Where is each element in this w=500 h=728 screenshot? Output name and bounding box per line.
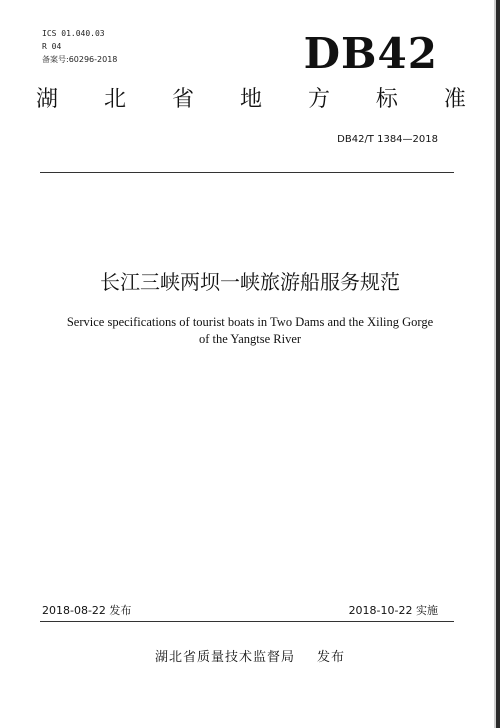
scan-edge xyxy=(496,0,500,728)
heading-char: 北 xyxy=(103,87,126,112)
publisher-name: 湖北省质量技术监督局 xyxy=(154,650,295,665)
title-chinese: 长江三峡两坝一峡旅游船服务规范 xyxy=(100,270,400,294)
heading-char: 湖 xyxy=(36,87,59,112)
top-divider xyxy=(40,172,454,173)
heading-char: 方 xyxy=(307,87,330,112)
publisher-line xyxy=(0,649,500,667)
ccs-code: R 04 xyxy=(42,42,62,51)
bottom-divider xyxy=(40,621,454,622)
publisher-action: 发布 xyxy=(317,650,346,665)
heading-char: 标 xyxy=(375,87,398,112)
heading-char: 地 xyxy=(239,87,262,112)
title-english-line: Service specifications of tourist boats in Two Dams and the Xiling Gorge xyxy=(66,315,434,329)
implementation-date: 2018-10-22 实施 xyxy=(348,604,438,617)
province-standard-heading xyxy=(36,86,466,114)
ics-code: ICS 01.040.03 xyxy=(42,29,105,38)
title-english xyxy=(60,314,440,348)
heading-char: 准 xyxy=(443,87,466,112)
title-english-line: of the Yangtse River xyxy=(198,332,302,346)
db42-logo: DB42 xyxy=(303,29,438,78)
issue-date: 2018-08-22 发布 xyxy=(42,604,132,617)
standard-number: DB42/T 1384—2018 xyxy=(337,134,438,145)
record-number: 备案号:60296-2018 xyxy=(42,55,118,64)
heading-char: 省 xyxy=(171,87,194,112)
